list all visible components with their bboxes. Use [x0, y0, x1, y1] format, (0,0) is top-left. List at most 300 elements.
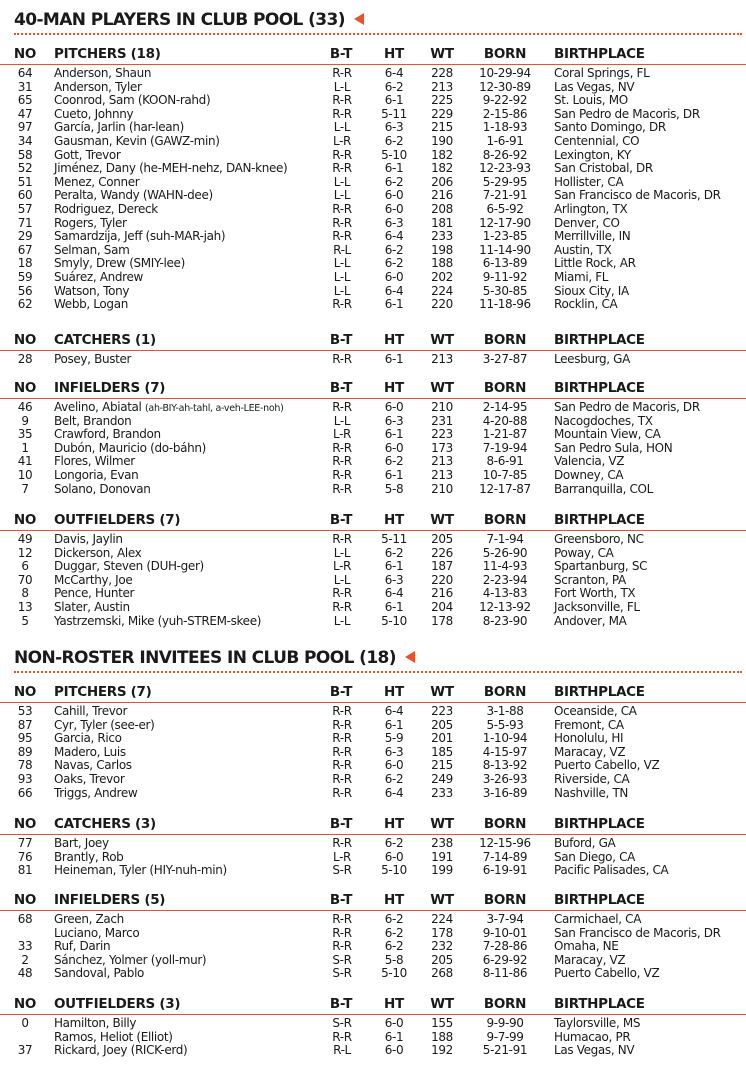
player-name-text: Bart, Joey	[54, 836, 109, 850]
header-born: BORN	[483, 332, 527, 348]
player-name-text: Watson, Tony	[54, 283, 130, 298]
player-born: 8-13-92	[482, 758, 528, 773]
player-weight: 178	[431, 613, 453, 628]
player-row	[0, 121, 746, 135]
player-birthplace: Maracay, VZ	[554, 952, 626, 967]
player-weight: 205	[431, 952, 453, 967]
player-name	[54, 271, 143, 285]
player-row	[0, 455, 746, 469]
player-bats-throws: S-R	[332, 863, 352, 878]
group-40man-outfielders	[0, 510, 746, 628]
player-weight: 192	[431, 1043, 453, 1058]
player-bats-throws: R-R	[332, 939, 352, 954]
player-bats-throws: R-R	[332, 731, 352, 746]
header-birthplace: BIRTHPLACE	[554, 512, 645, 528]
header-ht: HT	[384, 46, 404, 62]
player-bats-throws: R-R	[332, 1029, 352, 1044]
player-weight: 249	[431, 771, 453, 786]
player-name	[54, 149, 120, 163]
column-header-row	[0, 510, 746, 531]
player-bats-throws: L-R	[332, 559, 352, 574]
player-height: 6-1	[384, 467, 404, 482]
player-height: 6-3	[384, 413, 404, 428]
player-weight: 223	[431, 704, 453, 718]
player-birthplace: San Pedro de Macoris, DR	[554, 400, 700, 414]
player-born: 1-18-93	[482, 120, 528, 135]
player-bats-throws: L-L	[333, 413, 351, 428]
player-birthplace: Greensboro, NC	[554, 532, 644, 546]
player-weight: 202	[431, 269, 453, 284]
player-birthplace: Nacogdoches, TX	[554, 413, 653, 428]
player-name	[54, 217, 127, 231]
player-birthplace: Little Rock, AR	[554, 256, 636, 271]
player-born: 7-28-86	[482, 939, 528, 954]
player-born: 3-26-93	[482, 771, 528, 786]
player-born: 7-1-94	[486, 532, 524, 546]
player-weight: 229	[431, 106, 453, 121]
header-bt: B-T	[329, 512, 353, 528]
player-birthplace: Puerto Cabello, VZ	[554, 758, 660, 773]
player-name-text: Webb, Logan	[54, 297, 128, 312]
player-born: 10-29-94	[479, 66, 531, 80]
player-weight: 185	[431, 744, 453, 759]
player-birthplace: Puerto Cabello, VZ	[554, 966, 660, 981]
player-birthplace: Pacific Palisades, CA	[554, 863, 669, 878]
player-height: 6-3	[384, 744, 404, 759]
group-nri-outfielders	[0, 994, 746, 1058]
player-number: 51	[17, 174, 33, 189]
player-bats-throws: L-L	[333, 269, 351, 284]
group-label: INFIELDERS (7)	[54, 380, 166, 396]
player-born: 5-26-90	[482, 545, 528, 560]
player-number: 1	[21, 440, 29, 455]
player-row	[0, 940, 746, 954]
player-height: 5-10	[381, 863, 407, 878]
group-label: INFIELDERS (5)	[54, 892, 166, 908]
player-height: 6-2	[384, 545, 404, 560]
player-height: 5-10	[381, 147, 407, 162]
player-weight: 206	[431, 174, 453, 189]
player-bats-throws: R-R	[332, 532, 352, 546]
player-row	[0, 927, 746, 941]
player-name-text: Peralta, Wandy (WAHN-dee)	[54, 188, 213, 203]
header-wt: WT	[430, 46, 454, 62]
player-name	[54, 851, 123, 865]
player-birthplace: Jacksonville, FL	[554, 599, 640, 614]
player-born: 5-21-91	[482, 1043, 528, 1058]
player-number: 49	[17, 532, 33, 546]
player-height: 6-2	[384, 174, 404, 189]
player-row	[0, 230, 746, 244]
player-name-text: Rodriguez, Dereck	[54, 201, 158, 216]
player-name	[54, 705, 127, 719]
player-born: 12-15-96	[479, 836, 531, 850]
player-name	[54, 483, 151, 497]
player-weight: 205	[431, 532, 453, 546]
player-name-text: Brantly, Rob	[54, 849, 124, 864]
player-height: 6-1	[384, 559, 404, 574]
player-height: 6-3	[384, 215, 404, 230]
player-height: 6-2	[384, 925, 404, 940]
header-wt: WT	[430, 816, 454, 832]
header-ht: HT	[384, 996, 404, 1012]
player-height: 6-4	[384, 586, 404, 601]
player-height: 6-0	[384, 440, 404, 455]
player-number: 6	[21, 559, 29, 574]
player-bats-throws: R-R	[332, 440, 352, 455]
player-name	[54, 587, 134, 601]
player-bats-throws: R-R	[332, 106, 352, 121]
header-birthplace: BIRTHPLACE	[554, 380, 645, 396]
player-number: 93	[17, 771, 33, 786]
player-height: 6-2	[384, 256, 404, 271]
group-label: OUTFIELDERS (3)	[54, 996, 181, 1012]
header-no: NO	[13, 46, 37, 62]
player-birthplace: San Diego, CA	[554, 849, 635, 864]
player-height: 6-0	[384, 1016, 404, 1030]
player-birthplace: San Pedro Sula, HON	[554, 440, 673, 455]
player-birthplace: San Francisco de Macoris, DR	[554, 925, 721, 940]
player-number: 33	[17, 939, 33, 954]
player-birthplace: Spartanburg, SC	[554, 559, 648, 574]
player-weight: 228	[431, 66, 453, 80]
player-number: 68	[17, 912, 33, 926]
player-number: 70	[17, 572, 33, 587]
player-weight: 188	[431, 1029, 453, 1044]
player-bats-throws: R-R	[332, 481, 352, 496]
player-bats-throws: R-R	[332, 467, 352, 482]
player-name	[54, 67, 151, 81]
player-number: 8	[21, 586, 29, 601]
player-name-text: Coonrod, Sam (KOON-rahd)	[54, 93, 211, 108]
player-number: 56	[17, 283, 33, 298]
player-height: 6-2	[384, 133, 404, 148]
player-weight: 178	[431, 925, 453, 940]
player-birthplace: Denver, CO	[554, 215, 620, 230]
player-name-text: Yastrzemski, Mike (yuh-STREM-skee)	[54, 613, 262, 628]
header-birthplace: BIRTHPLACE	[554, 892, 645, 908]
player-number: 64	[17, 66, 33, 80]
player-number: 66	[17, 785, 33, 800]
player-weight: 220	[431, 297, 453, 312]
player-bats-throws: R-R	[332, 785, 352, 800]
player-weight: 215	[431, 758, 453, 773]
player-name	[54, 1017, 136, 1031]
player-height: 6-2	[384, 912, 404, 926]
player-born: 10-7-85	[482, 467, 528, 482]
player-name	[54, 732, 122, 746]
player-height: 6-0	[384, 1043, 404, 1058]
player-bats-throws: L-R	[332, 427, 352, 442]
player-bats-throws: R-L	[333, 1043, 351, 1058]
header-ht: HT	[384, 332, 404, 348]
player-row	[0, 759, 746, 773]
player-bats-throws: R-R	[332, 744, 352, 759]
player-weight: 232	[431, 939, 453, 954]
header-born: BORN	[483, 816, 527, 832]
player-row	[0, 705, 746, 719]
player-born: 2-15-86	[482, 106, 528, 121]
header-bt: B-T	[329, 996, 353, 1012]
player-bats-throws: R-R	[332, 215, 352, 230]
player-birthplace: Las Vegas, NV	[554, 1043, 635, 1058]
player-birthplace: Fort Worth, TX	[554, 586, 636, 601]
player-name-text: Slater, Austin	[54, 599, 130, 614]
player-weight: 224	[431, 283, 453, 298]
player-name	[54, 837, 109, 851]
player-number: 9	[21, 413, 29, 428]
player-height: 6-0	[384, 758, 404, 773]
group-nri-infielders	[0, 890, 746, 981]
player-row	[0, 271, 746, 285]
player-row	[0, 533, 746, 547]
player-row	[0, 108, 746, 122]
player-name	[54, 547, 141, 561]
player-name-text: Green, Zach	[54, 912, 124, 926]
player-row	[0, 560, 746, 574]
player-weight: 204	[431, 599, 453, 614]
player-name-text: Avelino, Abiatal	[54, 400, 146, 414]
player-birthplace: Hollister, CA	[554, 174, 624, 189]
player-row	[0, 94, 746, 108]
player-born: 8-6-91	[486, 454, 524, 469]
header-birthplace: BIRTHPLACE	[554, 996, 645, 1012]
player-name-text: Rickard, Joey (RICK-erd)	[54, 1043, 188, 1058]
column-header-row	[0, 330, 746, 351]
header-no: NO	[13, 332, 37, 348]
player-born: 4-20-88	[482, 413, 528, 428]
player-height: 6-3	[384, 120, 404, 135]
player-born: 9-9-90	[486, 1016, 524, 1030]
player-bats-throws: L-L	[333, 283, 351, 298]
player-born: 2-14-95	[482, 400, 528, 414]
player-row	[0, 203, 746, 217]
player-birthplace: Humacao, PR	[554, 1029, 631, 1044]
header-ht: HT	[384, 684, 404, 700]
player-birthplace: Andover, MA	[554, 613, 627, 628]
group-label: CATCHERS (3)	[54, 816, 156, 832]
player-number: 81	[17, 863, 33, 878]
header-no: NO	[13, 996, 37, 1012]
player-name-text: Cueto, Johnny	[54, 106, 134, 121]
player-number: 12	[17, 545, 33, 560]
player-number: 0	[21, 1016, 29, 1030]
player-row	[0, 913, 746, 927]
header-no: NO	[13, 684, 37, 700]
player-number: 77	[17, 836, 33, 850]
player-name-text: Selman, Sam	[54, 242, 130, 257]
player-bats-throws: R-R	[332, 771, 352, 786]
player-name	[54, 967, 144, 981]
header-ht: HT	[384, 816, 404, 832]
player-row	[0, 285, 746, 299]
player-row	[0, 217, 746, 231]
group-nri-pitchers	[0, 682, 746, 800]
player-born: 1-6-91	[486, 133, 524, 148]
player-name	[54, 787, 137, 801]
player-row	[0, 162, 746, 176]
player-row	[0, 257, 746, 271]
player-name	[54, 469, 138, 483]
player-name-text: Triggs, Andrew	[54, 785, 138, 800]
player-bats-throws: R-R	[332, 925, 352, 940]
player-name	[54, 533, 123, 547]
player-name-text: Posey, Buster	[54, 352, 132, 366]
player-row	[0, 851, 746, 865]
player-birthplace: Merrillville, IN	[554, 229, 631, 244]
player-height: 6-2	[384, 771, 404, 786]
player-bats-throws: L-L	[333, 545, 351, 560]
player-born: 4-15-97	[482, 744, 528, 759]
player-row	[0, 773, 746, 787]
player-name	[54, 773, 124, 787]
header-ht: HT	[384, 512, 404, 528]
column-header-row	[0, 44, 746, 65]
player-row	[0, 67, 746, 81]
player-bats-throws: R-R	[332, 93, 352, 108]
player-height: 6-0	[384, 400, 404, 414]
player-row	[0, 353, 746, 367]
player-number: 47	[17, 106, 33, 121]
group-label: OUTFIELDERS (7)	[54, 512, 181, 528]
player-height: 6-4	[384, 785, 404, 800]
player-born: 7-14-89	[482, 849, 528, 864]
player-number: 46	[17, 400, 33, 414]
player-name-text: Hamilton, Billy	[54, 1016, 137, 1030]
player-birthplace: Nashville, TN	[554, 785, 629, 800]
player-name-text: Dubón, Mauricio (do-báhn)	[54, 440, 207, 455]
player-name-text: Davis, Jaylin	[54, 532, 123, 546]
section-divider	[14, 671, 742, 673]
player-weight: 210	[431, 400, 453, 414]
player-name	[54, 864, 227, 878]
player-born: 5-5-93	[486, 717, 524, 732]
player-born: 6-5-92	[486, 201, 524, 216]
player-row	[0, 1017, 746, 1031]
player-bats-throws: S-R	[332, 952, 352, 967]
player-name	[54, 913, 124, 927]
player-number: 7	[21, 481, 29, 496]
player-born: 12-17-87	[479, 481, 531, 496]
player-height: 6-4	[384, 229, 404, 244]
player-number: 53	[17, 704, 33, 718]
player-bats-throws: R-R	[332, 454, 352, 469]
player-name	[54, 759, 132, 773]
player-row	[0, 176, 746, 190]
header-born: BORN	[483, 512, 527, 528]
player-row	[0, 1044, 746, 1058]
player-birthplace: Barranquilla, COL	[554, 481, 653, 496]
player-born: 3-7-94	[486, 912, 524, 926]
player-birthplace: Poway, CA	[554, 545, 614, 560]
player-name	[54, 415, 131, 429]
player-bats-throws: R-R	[332, 704, 352, 718]
player-name-text: Oaks, Trevor	[54, 771, 125, 786]
player-weight: 213	[431, 467, 453, 482]
player-birthplace: Oceanside, CA	[554, 704, 637, 718]
player-row	[0, 428, 746, 442]
player-height: 6-1	[384, 1029, 404, 1044]
player-bats-throws: R-R	[332, 147, 352, 162]
player-name-text: Belt, Brandon	[54, 413, 132, 428]
player-weight: 223	[431, 427, 453, 442]
player-birthplace: Miami, FL	[554, 269, 609, 284]
player-weight: 198	[431, 242, 453, 257]
header-no: NO	[13, 892, 37, 908]
player-row	[0, 401, 746, 415]
group-40man-pitchers	[0, 44, 746, 312]
player-row	[0, 954, 746, 968]
player-weight: 182	[431, 161, 453, 176]
player-height: 6-4	[384, 283, 404, 298]
player-name-text: Suárez, Andrew	[54, 269, 143, 284]
player-birthplace: Scranton, PA	[554, 572, 626, 587]
player-weight: 155	[431, 1016, 453, 1030]
player-name-text: Heineman, Tyler (HIY-nuh-min)	[54, 863, 227, 878]
player-name-text: Gausman, Kevin (GAWZ-min)	[54, 133, 220, 148]
player-bats-throws: R-R	[332, 912, 352, 926]
player-name-text: Solano, Donovan	[54, 481, 151, 496]
player-height: 6-1	[384, 161, 404, 176]
player-born: 9-7-99	[486, 1029, 524, 1044]
player-birthplace: Omaha, NE	[554, 939, 619, 954]
player-height: 6-0	[384, 201, 404, 216]
player-name	[54, 298, 128, 312]
player-height: 6-2	[384, 454, 404, 469]
header-born: BORN	[483, 892, 527, 908]
header-born: BORN	[483, 996, 527, 1012]
section-title-non-roster: NON-ROSTER INVITEES IN CLUB POOL (18)	[14, 648, 415, 668]
player-bats-throws: R-R	[332, 352, 352, 366]
player-born: 6-13-89	[482, 256, 528, 271]
header-wt: WT	[430, 512, 454, 528]
player-number: 10	[17, 467, 33, 482]
player-number: 67	[17, 242, 33, 257]
player-row	[0, 601, 746, 615]
player-height: 6-4	[384, 704, 404, 718]
header-birthplace: BIRTHPLACE	[554, 332, 645, 348]
player-name	[54, 285, 129, 299]
player-name-text: García, Jarlin (har-lean)	[54, 120, 184, 135]
player-weight: 213	[431, 352, 453, 366]
player-name-text: Luciano, Marco	[54, 925, 140, 940]
player-weight: 205	[431, 717, 453, 732]
player-born: 3-27-87	[482, 352, 528, 366]
column-header-row	[0, 378, 746, 399]
player-weight: 268	[431, 966, 453, 981]
triangle-icon	[405, 651, 415, 663]
player-bats-throws: L-L	[333, 79, 351, 94]
player-height: 6-0	[384, 269, 404, 284]
column-header-row	[0, 682, 746, 703]
header-birthplace: BIRTHPLACE	[554, 816, 645, 832]
header-born: BORN	[483, 684, 527, 700]
player-row	[0, 732, 746, 746]
player-number: 71	[17, 215, 33, 230]
player-height: 6-1	[384, 427, 404, 442]
header-no: NO	[13, 380, 37, 396]
player-row	[0, 574, 746, 588]
player-birthplace: Austin, TX	[554, 242, 612, 257]
player-row	[0, 967, 746, 981]
player-pronunciation: (ah-BIY-ah-tahl, a-veh-LEE-noh)	[145, 403, 284, 414]
player-bats-throws: L-L	[333, 256, 351, 271]
player-number: 89	[17, 744, 33, 759]
player-born: 11-18-96	[479, 297, 531, 312]
player-weight: 208	[431, 201, 453, 216]
group-label: PITCHERS (7)	[54, 684, 152, 700]
player-number: 57	[17, 201, 33, 216]
